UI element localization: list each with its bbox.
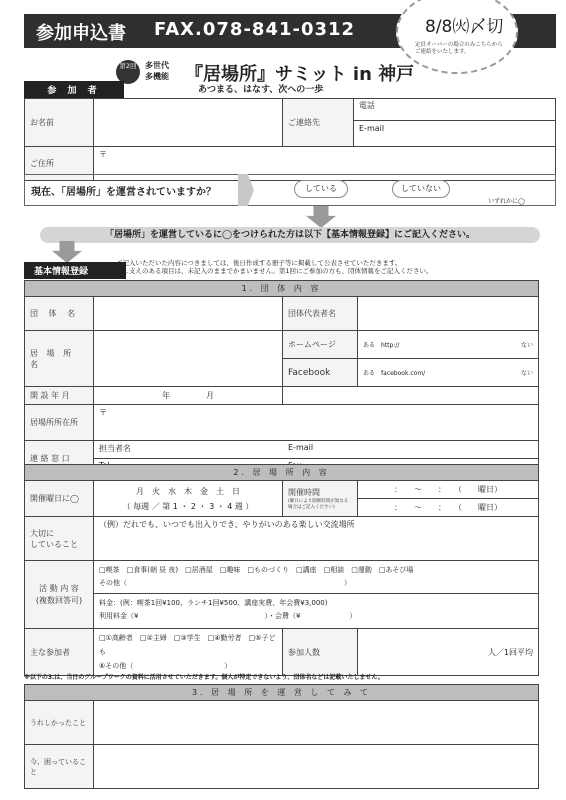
time-row-2[interactable]: ： ～ ： （ 曜日）: [394, 503, 502, 512]
fee-example: 料金：(例：喫茶1回¥100、ランチ1回¥500、講座実費、年会費¥3,000): [99, 599, 328, 607]
org-name-label: 団 体 名: [25, 297, 94, 331]
contact-fields: [354, 99, 556, 147]
time-note: (曜日により開催時間が異なる場合はご記入ください): [288, 498, 349, 510]
basic-section-header: 基本情報登録: [24, 262, 126, 279]
time-fields: [358, 481, 539, 517]
address-postal: 〒: [99, 150, 107, 159]
event-subtitle: あつまる、はなす、次への一歩: [198, 85, 324, 95]
name-field[interactable]: [94, 99, 283, 147]
opened-label: 開 設 年 月: [25, 387, 94, 405]
down-arrow-icon: [52, 241, 82, 263]
homepage-url: http://: [381, 342, 400, 349]
footnote: ※以下の3.は、当日のグループワークの資料に活用させていただきます。個人が特定できないよう、団体名などは記載いたしません。: [24, 674, 384, 681]
participants-options[interactable]: □①高齢者 □②主婦 □③学生 □④勤労者 □⑤子ども: [99, 634, 276, 656]
participant-section-header: 参 加 者: [24, 81, 124, 98]
participants-label: 主な参加者: [25, 629, 94, 676]
homepage-label: ホームページ: [283, 331, 358, 359]
rep-field[interactable]: [358, 297, 539, 331]
contact-window-label: 連 絡 窓 口: [25, 441, 94, 477]
edition-badge: 第2回: [116, 60, 140, 84]
basic-notes: [116, 259, 556, 275]
email-label: E-mail: [359, 124, 385, 133]
count-field[interactable]: [358, 629, 539, 676]
tel-field[interactable]: [354, 99, 555, 121]
event-tagline: 多世代 多機能: [145, 61, 169, 81]
experience-heading: 3. 居 場 所 を 運 営 し て み て: [25, 685, 539, 701]
opened-month: 月: [206, 391, 214, 400]
activities-options[interactable]: [94, 561, 538, 593]
good-label: うれしかったこと: [25, 701, 94, 745]
group-table: [24, 280, 539, 477]
option-yes[interactable]: している: [294, 180, 348, 198]
name-label: お名前: [25, 99, 94, 147]
activities-other[interactable]: その他（ ）: [99, 579, 351, 587]
location-label: 居場所所在所: [25, 405, 94, 441]
days-options[interactable]: 月 火 水 木 金 土 日: [136, 486, 240, 496]
trouble-field[interactable]: [94, 745, 539, 789]
opened-field[interactable]: [94, 387, 283, 405]
facebook-has[interactable]: ある: [363, 370, 376, 377]
deadline-date: 8/8㈫〆切: [425, 17, 504, 37]
experience-table: [24, 684, 539, 789]
opened-blank: [283, 387, 539, 405]
activities-field: [94, 561, 539, 629]
fax-number: FAX.078-841-0312: [154, 19, 356, 40]
activities-list[interactable]: □喫茶 □食事(朝 昼 夜) □居酒屋 □趣味 □ものづくり □講座 □相談 □運動 □あそび場: [99, 566, 414, 574]
count-label: 参加人数: [283, 629, 358, 676]
facebook-url: facebook.com/: [381, 370, 426, 377]
count-unit: 人／1回平均: [487, 647, 533, 657]
tel-label: 電話: [359, 101, 375, 110]
basic-note-2: 差し支えのある項目は、未記入のままでかまいません。第1回にご参加の方も、団体情報をご記入ください。: [116, 267, 433, 275]
event-title: 『居場所』サミット in 神戸: [185, 64, 415, 85]
deadline-note: 定員オーバーの場合のみこちらからご連絡をいたします。: [415, 42, 503, 55]
down-arrow-icon: [306, 206, 336, 228]
participants-other[interactable]: ⑥その他（ ）: [99, 662, 232, 670]
facebook-label: Facebook: [283, 359, 358, 387]
rep-label: 団体代表者名: [283, 297, 358, 331]
weeks-options[interactable]: （ 毎週 ／ 第 1 ・ 2 ・ 3 ・ 4 週 ）: [122, 501, 254, 511]
facebook-none[interactable]: ない: [520, 370, 533, 377]
place-name-field[interactable]: [94, 331, 283, 387]
facebook-field[interactable]: [358, 359, 539, 387]
group-heading: 1. 団 体 内 容: [25, 281, 539, 297]
participant-table: [24, 98, 556, 181]
time-label-cell: [283, 481, 358, 517]
time-label: 開催時間: [288, 487, 320, 497]
person-label: 担当者名: [99, 444, 131, 453]
days-label: 開催曜日に◯: [25, 481, 94, 517]
operating-question: [24, 174, 556, 206]
question-text: 現在、「居場所」を運営されていますか？: [31, 187, 216, 198]
address-label: ご住所: [25, 147, 94, 181]
contact-row-1: [94, 441, 538, 459]
contact-email-label: E-mail: [288, 443, 314, 452]
homepage-none[interactable]: ない: [520, 342, 533, 349]
days-field[interactable]: [94, 481, 283, 517]
location-field[interactable]: [94, 405, 539, 441]
good-field[interactable]: [94, 701, 539, 745]
trouble-label: 今、困っていること: [25, 745, 94, 789]
fee-area[interactable]: [94, 593, 538, 626]
fee-line[interactable]: 利用料金（¥ ）・会費（¥ ）: [99, 612, 357, 620]
instruction-banner: 「居場所」を運営しているに◯をつけられた方は以下【基本情報登録】にご記入ください。: [40, 227, 540, 243]
org-name-field[interactable]: [94, 297, 283, 331]
activities-label: 活 動 内 容 (複数回答可): [25, 561, 94, 629]
homepage-field[interactable]: [358, 331, 539, 359]
values-field[interactable]: [94, 517, 539, 561]
place-name-label: 居 場 所 名: [25, 331, 94, 387]
question-note: いずれかに◯: [488, 198, 525, 205]
participants-field[interactable]: [94, 629, 283, 676]
place-table: [24, 464, 539, 676]
basic-note-1: ご記入いただいた内容につきましては、後日作成する冊子等に掲載して公表させていただきます。: [116, 259, 402, 267]
values-example: （例）だれでも、いつでも出入りでき、やりがいのある楽しい交流場所: [99, 520, 355, 529]
contact-label: ご連絡先: [283, 99, 354, 147]
homepage-has[interactable]: ある: [363, 342, 376, 349]
values-label: 大切に していること: [25, 517, 94, 561]
place-heading: 2. 居 場 所 内 容: [25, 465, 539, 481]
opened-year: 年: [162, 391, 170, 400]
option-no[interactable]: していない: [392, 180, 450, 198]
location-postal: 〒: [99, 408, 107, 417]
email-field[interactable]: [354, 121, 555, 146]
time-row-1[interactable]: ： ～ ： （ 曜日）: [358, 481, 538, 499]
form-title: 参加申込書: [36, 23, 126, 44]
